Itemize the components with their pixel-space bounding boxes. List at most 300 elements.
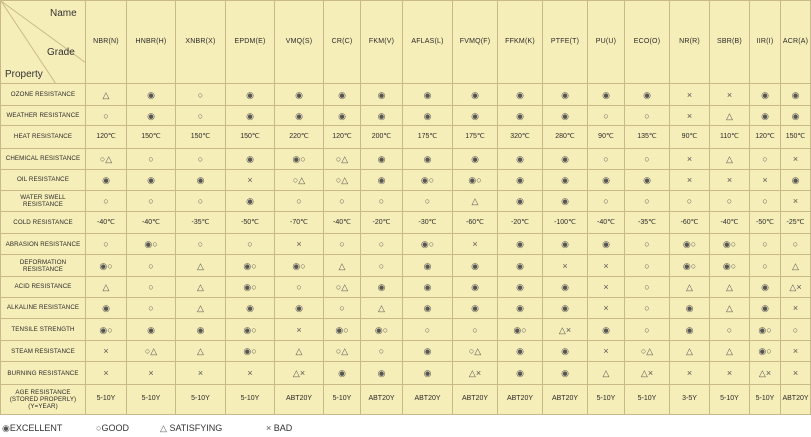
table-cell: ◉○: [324, 319, 361, 341]
legend-item-good: [96, 423, 129, 433]
table-cell: △: [710, 148, 750, 169]
table-cell: ABT20Y: [781, 384, 811, 414]
table-cell: ◉: [670, 297, 710, 318]
table-cell: ○: [324, 297, 361, 318]
table-cell: 90℃: [670, 126, 710, 148]
legend-item-bad: [266, 423, 292, 433]
table-cell: ◉: [453, 84, 498, 106]
table-cell: ◉: [543, 106, 588, 126]
table-cell: ×: [176, 362, 226, 384]
property-label-cell: ALKALINE RESISTANCE: [1, 297, 86, 318]
table-cell: ◉○: [670, 255, 710, 276]
table-cell: ◉: [403, 106, 453, 126]
legend-item-satisfying: [160, 423, 222, 434]
table-cell: ◉: [750, 106, 781, 126]
table-cell: ◉: [127, 84, 176, 106]
property-label-cell: TENSILE STRENGTH: [1, 319, 86, 341]
grade-header: EPDM(E): [226, 1, 275, 84]
table-cell: ◉: [543, 276, 588, 297]
table-cell: 120℃: [750, 126, 781, 148]
table-cell: ◉: [226, 148, 275, 169]
table-cell: ◉: [453, 148, 498, 169]
table-cell: ◉○: [226, 276, 275, 297]
table-cell: ◉: [226, 297, 275, 318]
table-cell: ○: [361, 190, 403, 211]
table-row: [1, 84, 811, 106]
table-cell: ○△: [324, 341, 361, 362]
table-cell: ◉○: [275, 148, 324, 169]
table-cell: ×: [670, 106, 710, 126]
table-cell: 175℃: [403, 126, 453, 148]
table-cell: ◉: [588, 319, 625, 341]
table-cell: ○: [625, 297, 670, 318]
table-cell: ○: [127, 276, 176, 297]
table-cell: 5-10Y: [750, 384, 781, 414]
table-cell: ◉: [226, 106, 275, 126]
table-cell: ○: [361, 255, 403, 276]
table-cell: ○: [275, 190, 324, 211]
table-cell: ○: [226, 234, 275, 255]
legend-label: GOOD: [101, 423, 129, 433]
table-cell: ○: [781, 319, 811, 341]
table-cell: ○: [670, 190, 710, 211]
table-cell: ×: [588, 276, 625, 297]
grade-header: XNBR(X): [176, 1, 226, 84]
table-cell: ◉: [453, 106, 498, 126]
table-cell: ×: [781, 362, 811, 384]
table-cell: 5-10Y: [588, 384, 625, 414]
grade-header: HNBR(H): [127, 1, 176, 84]
table-cell: ◉: [275, 84, 324, 106]
table-cell: ×: [453, 234, 498, 255]
table-cell: △: [670, 341, 710, 362]
table-cell: ◉: [403, 148, 453, 169]
table-cell: △: [176, 276, 226, 297]
table-cell: ◉: [498, 148, 543, 169]
legend: [0, 420, 800, 436]
table-cell: ABT20Y: [361, 384, 403, 414]
table-cell: 5-10Y: [86, 384, 127, 414]
table-cell: -70℃: [275, 212, 324, 234]
table-cell: -50℃: [226, 212, 275, 234]
grade-header: FFKM(K): [498, 1, 543, 84]
grade-header: SBR(B): [710, 1, 750, 84]
table-cell: ○: [176, 84, 226, 106]
table-cell: ×: [710, 362, 750, 384]
table-cell: 5-10Y: [625, 384, 670, 414]
table-cell: -60℃: [453, 212, 498, 234]
table-cell: ◉○: [750, 319, 781, 341]
table-cell: ×: [710, 169, 750, 190]
table-cell: ○: [403, 319, 453, 341]
property-label-cell: ABRASION RESISTANCE: [1, 234, 86, 255]
table-cell: ○: [588, 148, 625, 169]
table-cell: △: [710, 276, 750, 297]
table-cell: ◉: [403, 341, 453, 362]
property-label-cell: HEAT RESISTANCE: [1, 126, 86, 148]
table-cell: -40℃: [324, 212, 361, 234]
grade-label: Grade: [47, 47, 75, 58]
table-cell: ○: [176, 148, 226, 169]
table-cell: ○: [625, 255, 670, 276]
table-cell: ○: [324, 190, 361, 211]
table-cell: △: [176, 341, 226, 362]
table-cell: ×: [86, 362, 127, 384]
table-cell: ○: [127, 297, 176, 318]
table-cell: ◉: [498, 234, 543, 255]
table-cell: -35℃: [625, 212, 670, 234]
table-body: [1, 84, 811, 415]
legend-label: BAD: [273, 423, 293, 433]
table-cell: ◉: [750, 84, 781, 106]
table-cell: △: [275, 341, 324, 362]
table-cell: -100℃: [543, 212, 588, 234]
table-cell: 135℃: [625, 126, 670, 148]
table-cell: ○: [453, 319, 498, 341]
table-cell: ◉: [498, 362, 543, 384]
table-cell: △: [670, 276, 710, 297]
grade-header: AFLAS(L): [403, 1, 453, 84]
table-cell: ◉: [361, 84, 403, 106]
table-cell: 150℃: [127, 126, 176, 148]
property-label-cell: BURNING RESISTANCE: [1, 362, 86, 384]
table-cell: ○: [588, 106, 625, 126]
table-cell: ○△: [86, 148, 127, 169]
table-cell: ABT20Y: [403, 384, 453, 414]
table-cell: -20℃: [498, 212, 543, 234]
table-cell: -35℃: [176, 212, 226, 234]
table-cell: ◉: [543, 234, 588, 255]
table-cell: ○△: [127, 341, 176, 362]
legend-label: EXCELLENT: [9, 423, 63, 433]
table-cell: ×: [588, 341, 625, 362]
table-cell: ×: [275, 234, 324, 255]
table-cell: ◉: [324, 362, 361, 384]
table-cell: ×: [781, 190, 811, 211]
name-label: Name: [50, 8, 77, 19]
grade-header: CR(C): [324, 1, 361, 84]
table-cell: ○: [750, 255, 781, 276]
table-cell: ◉: [498, 190, 543, 211]
table-cell: ◉: [453, 276, 498, 297]
property-label-cell: STEAM RESISTANCE: [1, 341, 86, 362]
table-cell: △×: [750, 362, 781, 384]
table-row: [1, 276, 811, 297]
table-cell: ◉: [588, 234, 625, 255]
table-cell: ◉○: [361, 319, 403, 341]
grade-header: NR(R): [670, 1, 710, 84]
table-cell: ×: [670, 169, 710, 190]
table-row: [1, 341, 811, 362]
table-cell: ◉: [670, 319, 710, 341]
table-cell: ◉: [86, 169, 127, 190]
table-cell: ◉: [498, 255, 543, 276]
table-cell: △: [361, 297, 403, 318]
table-cell: ○: [625, 319, 670, 341]
table-cell: ×: [781, 297, 811, 318]
table-cell: 5-10Y: [324, 384, 361, 414]
property-label-cell: WEATHER RESISTANCE: [1, 106, 86, 126]
table-cell: 5-10Y: [710, 384, 750, 414]
table-cell: ◉: [543, 84, 588, 106]
table-cell: ◉○: [403, 234, 453, 255]
table-cell: ○△: [324, 148, 361, 169]
table-cell: ◉: [588, 169, 625, 190]
grade-header: ECO(O): [625, 1, 670, 84]
table-row: [1, 234, 811, 255]
grade-header: NBR(N): [86, 1, 127, 84]
table-cell: ◉: [453, 255, 498, 276]
table-cell: △: [324, 255, 361, 276]
table-cell: ◉: [781, 84, 811, 106]
table-cell: ○: [127, 190, 176, 211]
table-cell: ◉: [750, 276, 781, 297]
table-cell: ○: [86, 234, 127, 255]
table-cell: ×: [670, 362, 710, 384]
table-cell: ○: [127, 148, 176, 169]
table-cell: 5-10Y: [127, 384, 176, 414]
table-cell: ◉: [543, 148, 588, 169]
legend-label: SATISFYING: [169, 423, 223, 433]
table-cell: ◉○: [275, 255, 324, 276]
table-cell: ◉: [361, 362, 403, 384]
table-row: [1, 255, 811, 276]
table-cell: ○: [86, 106, 127, 126]
good-symbol-icon: ○: [96, 423, 102, 433]
table-cell: 220℃: [275, 126, 324, 148]
table-row: [1, 384, 811, 414]
table-cell: ◉: [127, 169, 176, 190]
table-cell: -40℃: [588, 212, 625, 234]
table-cell: △: [710, 297, 750, 318]
table-cell: ○: [625, 276, 670, 297]
table-cell: 150℃: [176, 126, 226, 148]
table-cell: ◉: [750, 297, 781, 318]
table-cell: ○: [625, 190, 670, 211]
table-cell: ○△: [625, 341, 670, 362]
table-row: [1, 148, 811, 169]
table-cell: △: [588, 362, 625, 384]
table-cell: 150℃: [226, 126, 275, 148]
table-cell: ×: [588, 297, 625, 318]
table-cell: ◉: [403, 297, 453, 318]
table-cell: ◉: [498, 84, 543, 106]
table-cell: ◉○: [453, 169, 498, 190]
table-row: [1, 319, 811, 341]
table-cell: ○: [176, 190, 226, 211]
table-cell: ◉: [127, 319, 176, 341]
table-cell: ◉: [588, 84, 625, 106]
table-cell: ◉: [403, 84, 453, 106]
table-row: [1, 212, 811, 234]
table-cell: ◉: [781, 106, 811, 126]
table-row: [1, 106, 811, 126]
property-label-cell: CHEMICAL RESISTANCE: [1, 148, 86, 169]
table-cell: ◉: [86, 297, 127, 318]
table-cell: ○: [324, 234, 361, 255]
table-cell: △: [176, 297, 226, 318]
table-cell: -40℃: [86, 212, 127, 234]
table-corner-header: [1, 1, 86, 84]
table-cell: ◉: [543, 169, 588, 190]
table-cell: △: [86, 276, 127, 297]
table-cell: ◉○: [86, 319, 127, 341]
table-cell: ○: [588, 190, 625, 211]
table-cell: ×: [275, 319, 324, 341]
table-cell: △: [86, 84, 127, 106]
table-cell: ○: [625, 106, 670, 126]
table-cell: -30℃: [403, 212, 453, 234]
property-label-cell: OZONE RESISTANCE: [1, 84, 86, 106]
table-cell: -40℃: [710, 212, 750, 234]
table-cell: ×: [750, 169, 781, 190]
table-cell: ○: [750, 190, 781, 211]
property-label-cell: AGE RESISTANCE (STORED PROPERLY) (Y=YEAR): [1, 384, 86, 414]
table-cell: △×: [543, 319, 588, 341]
table-row: [1, 362, 811, 384]
table-cell: -50℃: [750, 212, 781, 234]
table-cell: 120℃: [324, 126, 361, 148]
table-cell: ○: [625, 148, 670, 169]
table-cell: ABT20Y: [498, 384, 543, 414]
table-cell: ◉: [324, 84, 361, 106]
table-cell: ×: [86, 341, 127, 362]
table-cell: △×: [453, 362, 498, 384]
table-cell: ◉: [226, 84, 275, 106]
table-cell: ○: [710, 190, 750, 211]
grade-header: ACR(A): [781, 1, 811, 84]
grade-header: VMQ(S): [275, 1, 324, 84]
table-cell: ◉○: [226, 255, 275, 276]
table-cell: ◉: [403, 255, 453, 276]
table-cell: △×: [781, 276, 811, 297]
table-cell: ◉: [498, 276, 543, 297]
table-cell: ◉: [361, 169, 403, 190]
table-cell: ◉: [498, 169, 543, 190]
table-cell: 175℃: [453, 126, 498, 148]
table-cell: △: [710, 106, 750, 126]
table-cell: ○△: [324, 276, 361, 297]
table-cell: ×: [670, 84, 710, 106]
table-cell: ×: [543, 255, 588, 276]
table-cell: ○: [275, 276, 324, 297]
table-cell: ×: [670, 148, 710, 169]
table-cell: ◉○: [498, 319, 543, 341]
table-cell: ○: [86, 190, 127, 211]
table-row: [1, 126, 811, 148]
table-cell: ◉: [403, 276, 453, 297]
table-cell: ×: [127, 362, 176, 384]
table-cell: ○: [176, 106, 226, 126]
table-cell: ○: [710, 319, 750, 341]
grade-header: FKM(V): [361, 1, 403, 84]
table-cell: ◉: [275, 297, 324, 318]
table-cell: ◉: [361, 276, 403, 297]
table-cell: 5-10Y: [226, 384, 275, 414]
table-cell: ○: [361, 341, 403, 362]
table-cell: ○△: [275, 169, 324, 190]
bad-symbol-icon: ×: [266, 423, 272, 433]
table-cell: ◉: [176, 319, 226, 341]
table-cell: ◉○: [750, 341, 781, 362]
table-cell: ○△: [324, 169, 361, 190]
property-label-cell: ACID RESISTANCE: [1, 276, 86, 297]
grade-header: IIR(I): [750, 1, 781, 84]
excellent-symbol-icon: ◉: [2, 423, 10, 433]
table-cell: ○: [750, 234, 781, 255]
table-cell: ○: [750, 148, 781, 169]
table-cell: 110℃: [710, 126, 750, 148]
table-cell: △: [176, 255, 226, 276]
legend-item-excellent: [2, 423, 62, 434]
table-cell: 120℃: [86, 126, 127, 148]
table-cell: ◉: [324, 106, 361, 126]
table-cell: 3-5Y: [670, 384, 710, 414]
table-cell: ○△: [453, 341, 498, 362]
table-cell: ◉○: [710, 255, 750, 276]
table-row: [1, 297, 811, 318]
table-cell: ○: [127, 255, 176, 276]
table-cell: ◉: [453, 297, 498, 318]
satisfying-symbol-icon: △: [160, 423, 167, 433]
table-cell: △: [781, 255, 811, 276]
table-cell: ◉: [543, 190, 588, 211]
table-cell: ◉: [275, 106, 324, 126]
table-cell: ○: [176, 234, 226, 255]
table-cell: ◉: [498, 341, 543, 362]
table-cell: ◉○: [670, 234, 710, 255]
table-cell: ◉○: [403, 169, 453, 190]
table-cell: △×: [275, 362, 324, 384]
table-cell: ◉○: [86, 255, 127, 276]
table-cell: ×: [781, 341, 811, 362]
table-cell: ◉: [127, 106, 176, 126]
table-cell: ×: [226, 169, 275, 190]
table-cell: ABT20Y: [453, 384, 498, 414]
table-cell: -25℃: [781, 212, 811, 234]
table-cell: ABT20Y: [275, 384, 324, 414]
table-cell: ×: [710, 84, 750, 106]
table-cell: ◉: [403, 362, 453, 384]
table-cell: ◉○: [226, 319, 275, 341]
table-cell: ◉: [543, 362, 588, 384]
table-cell: -40℃: [127, 212, 176, 234]
table-cell: 280℃: [543, 126, 588, 148]
table-row: [1, 169, 811, 190]
table-cell: ◉: [498, 297, 543, 318]
table-cell: -60℃: [670, 212, 710, 234]
table-cell: ◉: [361, 106, 403, 126]
table-cell: △: [710, 341, 750, 362]
table-row: [1, 190, 811, 211]
table-cell: ○: [361, 234, 403, 255]
property-label-cell: COLD RESISTANCE: [1, 212, 86, 234]
table-cell: ◉: [543, 341, 588, 362]
table-cell: ABT20Y: [543, 384, 588, 414]
table-cell: ◉: [625, 169, 670, 190]
property-label-cell: WATER SWELL RESISTANCE: [1, 190, 86, 211]
table-cell: ◉: [226, 190, 275, 211]
table-cell: ◉○: [710, 234, 750, 255]
table-cell: 90℃: [588, 126, 625, 148]
table-cell: -20℃: [361, 212, 403, 234]
table-cell: ○: [625, 234, 670, 255]
property-label-cell: DEFORMATION RESISTANCE: [1, 255, 86, 276]
table-cell: △: [453, 190, 498, 211]
table-cell: 5-10Y: [176, 384, 226, 414]
table-cell: ◉: [176, 169, 226, 190]
table-cell: ◉○: [226, 341, 275, 362]
